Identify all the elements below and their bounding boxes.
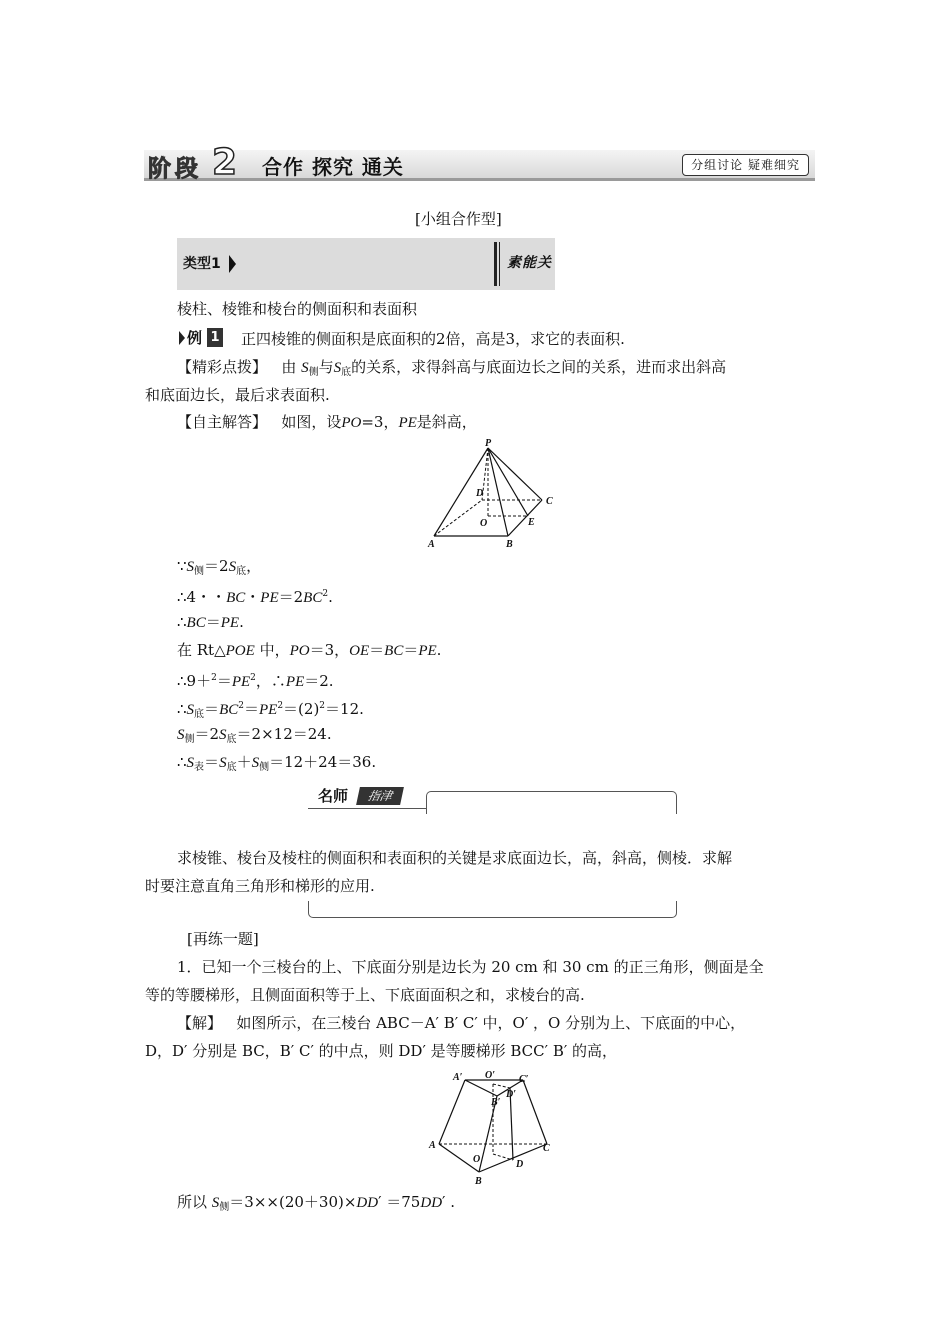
- final-equation: 所以 $S_侧=3\times\times(20+30)\times DD' =75DD'$ .: [177, 1193, 455, 1213]
- example-number: 1: [207, 328, 223, 347]
- practice-label: [再练一题]: [187, 930, 259, 948]
- box-top-line: [308, 808, 426, 809]
- summary-line-2: 时要注意直角三角形和梯形的应用.: [145, 877, 375, 895]
- type-divider: [494, 242, 497, 286]
- example-badge: [179, 327, 223, 349]
- answer-intro: 【自主解答】 如图，设PO=3，PE是斜高，: [177, 413, 477, 431]
- stage-title: 合作 探究 通关: [262, 155, 404, 179]
- solution-step-4: 在 Rt△POE 中，PO＝3，OE＝BC＝PE.: [177, 641, 442, 659]
- type-divider-thin: [499, 242, 500, 286]
- answer-text-c: 是斜高，: [416, 413, 477, 431]
- solution-step-3: ∴BC＝PE.: [177, 613, 244, 631]
- practice-solution-line-1: [177, 1013, 745, 1033]
- example-arrow-icon: [179, 331, 185, 345]
- question-line-2: 等的等腰梯形，且侧面面积等于上、下底面面积之和，求棱台的高.: [145, 986, 585, 1004]
- label-o-bottom: O: [473, 1154, 481, 1165]
- label-d-prime: D′: [506, 1089, 517, 1100]
- solution-step-8: $\therefore S_表=S_底+S_侧=12+24=36$.: [177, 753, 377, 773]
- label-c-bottom: C: [543, 1143, 550, 1154]
- label-b-bottom: B: [475, 1176, 482, 1187]
- pyramid-figure: [420, 436, 570, 552]
- hint-line-1: 【精彩点拨】 由 $S_侧$与$S_底$的关系，求得斜高与底面边长之间的关系，进而求出斜高: [177, 358, 727, 378]
- stage-label: 阶段: [148, 156, 202, 182]
- solution-step-1: $\because S_侧=2S_底$，: [177, 557, 262, 577]
- label-a: A: [428, 539, 435, 550]
- label-d-bottom: D: [516, 1159, 524, 1170]
- answer-text-a: 如图，设: [281, 413, 342, 431]
- stage-tag: 分组讨论 疑难细究: [682, 154, 809, 176]
- hint-text-b: 与: [318, 358, 334, 376]
- label-p: P: [485, 438, 492, 449]
- label-a-bottom: A: [429, 1140, 436, 1151]
- question-line-1: 1．已知一个三棱台的上、下底面分别是边长为 20 cm 和 30 cm 的正三角形，侧面是全: [177, 958, 764, 976]
- example-label: 例: [187, 329, 203, 347]
- solution-step-7: $S_侧=2S_底=2\times 12=24$.: [177, 725, 332, 745]
- box-bottom-frame: [308, 901, 677, 918]
- answer-label: 【自主解答】: [177, 413, 268, 431]
- summary-line-1: 求棱锥、棱台及棱柱的侧面积和表面积的关键是求底面边长，高，斜高，侧棱．求解: [177, 849, 733, 867]
- type-label: 类型1: [183, 256, 221, 272]
- solution-step-6: $\therefore S_底=BC^2=PE^2=(2)^2=12$.: [177, 700, 364, 720]
- topic-heading: 棱柱、棱锥和棱台的侧面积和表面积: [177, 300, 418, 318]
- solution-step-5: $\therefore 9+^2=PE^2$，∴PE＝2.: [177, 672, 334, 690]
- teacher-title-tag: 指津: [356, 787, 404, 805]
- type-tag: 素能关: [507, 255, 552, 271]
- hint-text-a: 由: [281, 358, 297, 376]
- group-type-label: [小组合作型]: [415, 210, 502, 228]
- hint-line-2: 和底面边长，最后求表面积.: [145, 386, 330, 404]
- label-c-prime: C′: [519, 1074, 529, 1085]
- hint-label: 【精彩点拨】: [177, 358, 268, 376]
- frustum-figure: [425, 1068, 560, 1190]
- label-o-prime: O′: [485, 1070, 496, 1081]
- box-top-frame: [426, 791, 677, 814]
- type-bar: [177, 238, 555, 290]
- type-arrow-icon: [229, 255, 236, 273]
- stage-number: 2: [212, 142, 238, 183]
- label-a-prime: A′: [453, 1072, 463, 1083]
- hint-text-c: 的关系，求得斜高与底面边长之间的关系，进而求出斜高: [351, 358, 727, 376]
- teacher-title: 名师: [318, 787, 349, 805]
- label-e: E: [528, 517, 535, 528]
- label-d: D: [476, 488, 484, 499]
- example-text: 正四棱锥的侧面积是底面积的2倍，高是3，求它的表面积.: [241, 330, 625, 348]
- practice-solution-text-1: 如图所示，在三棱台 ABC－A′ B′ C′ 中，O′ ，O 分别为上、下底面的中心，: [236, 1014, 746, 1032]
- label-b: B: [506, 539, 513, 550]
- label-b-prime: B′: [491, 1097, 501, 1108]
- label-c: C: [546, 496, 553, 507]
- label-o: O: [480, 518, 488, 529]
- answer-text-b: =3，: [361, 413, 399, 431]
- stage-banner: [144, 142, 815, 183]
- practice-solution-line-2: D，D′ 分别是 BC，B′ C′ 的中点，则 DD′ 是等腰梯形 BCC′ B′ 的高，: [145, 1042, 618, 1060]
- practice-solution-label: 【解】: [177, 1014, 223, 1032]
- solution-step-2: ∴4・・BC・$PE=2BC^2$.: [177, 588, 333, 606]
